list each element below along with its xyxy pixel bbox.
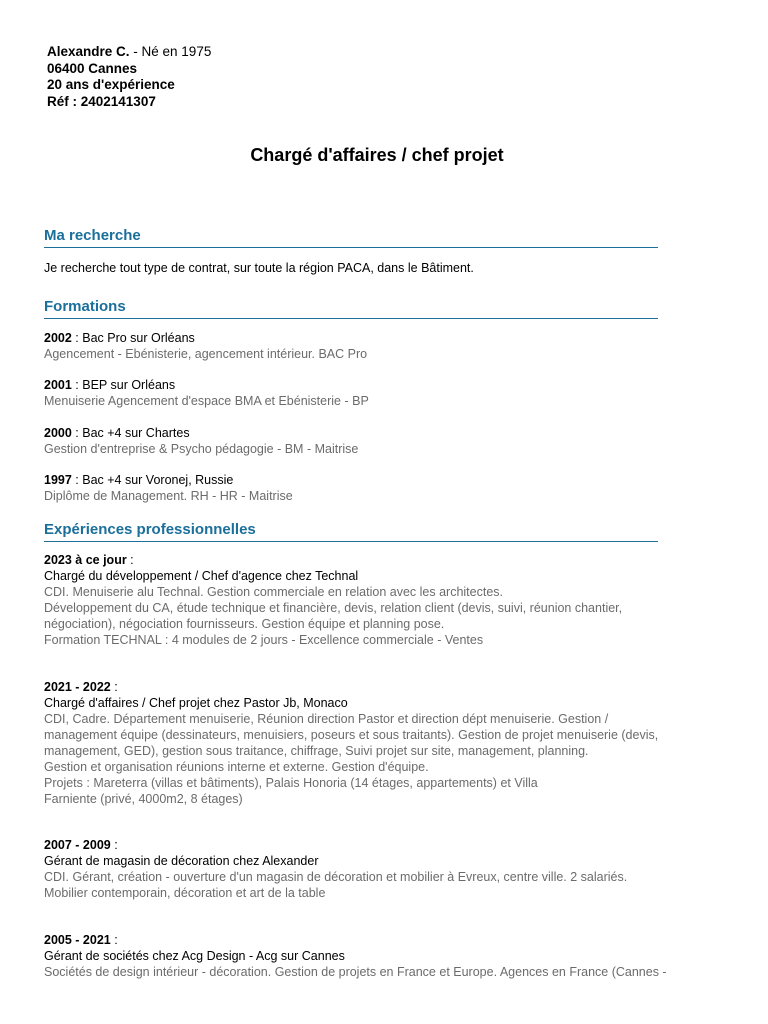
formation-desc: Agencement - Ebénisterie, agencement intérieur. BAC Pro [44, 347, 368, 361]
formation-desc: Menuiserie Agencement d'espace BMA et Ebénisterie - BP [44, 394, 369, 408]
experience-desc-line: Projets : Mareterra (villas et bâtiments), Palais Honoria (14 étages, appartements) et Villa [44, 776, 538, 790]
period-separator: : [126, 553, 134, 567]
formation-item [44, 472, 724, 504]
experience-item [44, 552, 724, 648]
formation-desc: Diplôme de Management. RH - HR - Maitrise [44, 489, 293, 503]
formation-title: : Bac Pro sur Orléans [71, 331, 195, 345]
candidate-name: Alexandre C. [47, 44, 130, 59]
period-separator: : [110, 838, 118, 852]
formation-title: : Bac +4 sur Voronej, Russie [71, 473, 234, 487]
experience-desc-line: CDI. Menuiserie alu Technal. Gestion commerciale en relation avec les architectes. [44, 585, 504, 599]
candidate-header [47, 44, 211, 110]
formation-year: 2000 [44, 426, 72, 440]
candidate-ref: Réf : 2402141307 [47, 93, 156, 109]
experience-desc-line: Mobilier contemporain, décoration et art de la table [44, 886, 326, 900]
page-title: Chargé d'affaires / chef projet [250, 145, 504, 165]
experience-desc-line: management équipe (dessinateurs, menuisiers, poseurs et sous traitants). Gestion de projet menuiserie (devis, [44, 728, 659, 742]
experience-desc-line: Gestion et organisation réunions interne et externe. Gestion d'équipe. [44, 760, 429, 774]
formation-year: 1997 [44, 473, 72, 487]
experience-period: 2021 - 2022 [44, 680, 111, 694]
section-heading-formations: Formations [44, 298, 658, 319]
experience-role: Chargé d'affaires / Chef projet chez Pastor Jb, Monaco [44, 696, 348, 710]
experience-period: 2007 - 2009 [44, 838, 111, 852]
experience-desc-line: Développement du CA, étude technique et financière, devis, relation client (devis, suivi, réunion chantier, [44, 601, 623, 615]
period-separator: : [110, 933, 118, 947]
experience-desc-line: Sociétés de design intérieur - décoration. Gestion de projets en France et Europe. Agences en France (Cannes - [44, 965, 667, 979]
experience-desc-line: négociation), négociation fournisseurs. Gestion équipe et planning pose. [44, 617, 445, 631]
formation-item [44, 377, 724, 409]
experience-period: 2023 à ce jour [44, 553, 127, 567]
experience-item [44, 837, 724, 901]
experience-period: 2005 - 2021 [44, 933, 111, 947]
experience-desc-line: management, GED), gestion sous traitance, chiffrage, Suivi projet sur site, management, planning. [44, 744, 589, 758]
candidate-city: 06400 Cannes [47, 60, 138, 76]
formation-year: 2001 [44, 378, 72, 392]
experience-role: Gérant de sociétés chez Acg Design - Acg sur Cannes [44, 949, 345, 963]
experience-item [44, 932, 724, 980]
section-heading-search: Ma recherche [44, 227, 658, 248]
experience-role: Chargé du développement / Chef d'agence chez Technal [44, 569, 359, 583]
experience-desc-line: Farniente (privé, 4000m2, 8 étages) [44, 792, 243, 806]
formation-item [44, 425, 724, 457]
birth-info: - Né en 1975 [129, 44, 212, 59]
experience-desc-line: CDI. Gérant, création - ouverture d'un magasin de décoration et mobilier à Evreux, centre ville. 2 salariés. [44, 870, 628, 884]
formation-title: : Bac +4 sur Chartes [71, 426, 190, 440]
formation-year: 2002 [44, 331, 72, 345]
period-separator: : [110, 680, 118, 694]
experience-role: Gérant de magasin de décoration chez Alexander [44, 854, 319, 868]
experience-desc-line: Formation TECHNAL : 4 modules de 2 jours - Excellence commerciale - Ventes [44, 633, 484, 647]
experience-item [44, 679, 724, 807]
section-heading-experiences: Expériences professionnelles [44, 521, 658, 542]
search-text: Je recherche tout type de contrat, sur toute la région PACA, dans le Bâtiment. [44, 261, 474, 275]
formation-title: : BEP sur Orléans [71, 378, 176, 392]
formation-item [44, 330, 724, 362]
candidate-experience: 20 ans d'expérience [47, 77, 175, 92]
experience-desc-line: CDI, Cadre. Département menuiserie, Réunion direction Pastor et direction dépt menuiserie. Gestion / [44, 712, 609, 726]
formation-desc: Gestion d'entreprise & Psycho pédagogie - BM - Maitrise [44, 442, 359, 456]
